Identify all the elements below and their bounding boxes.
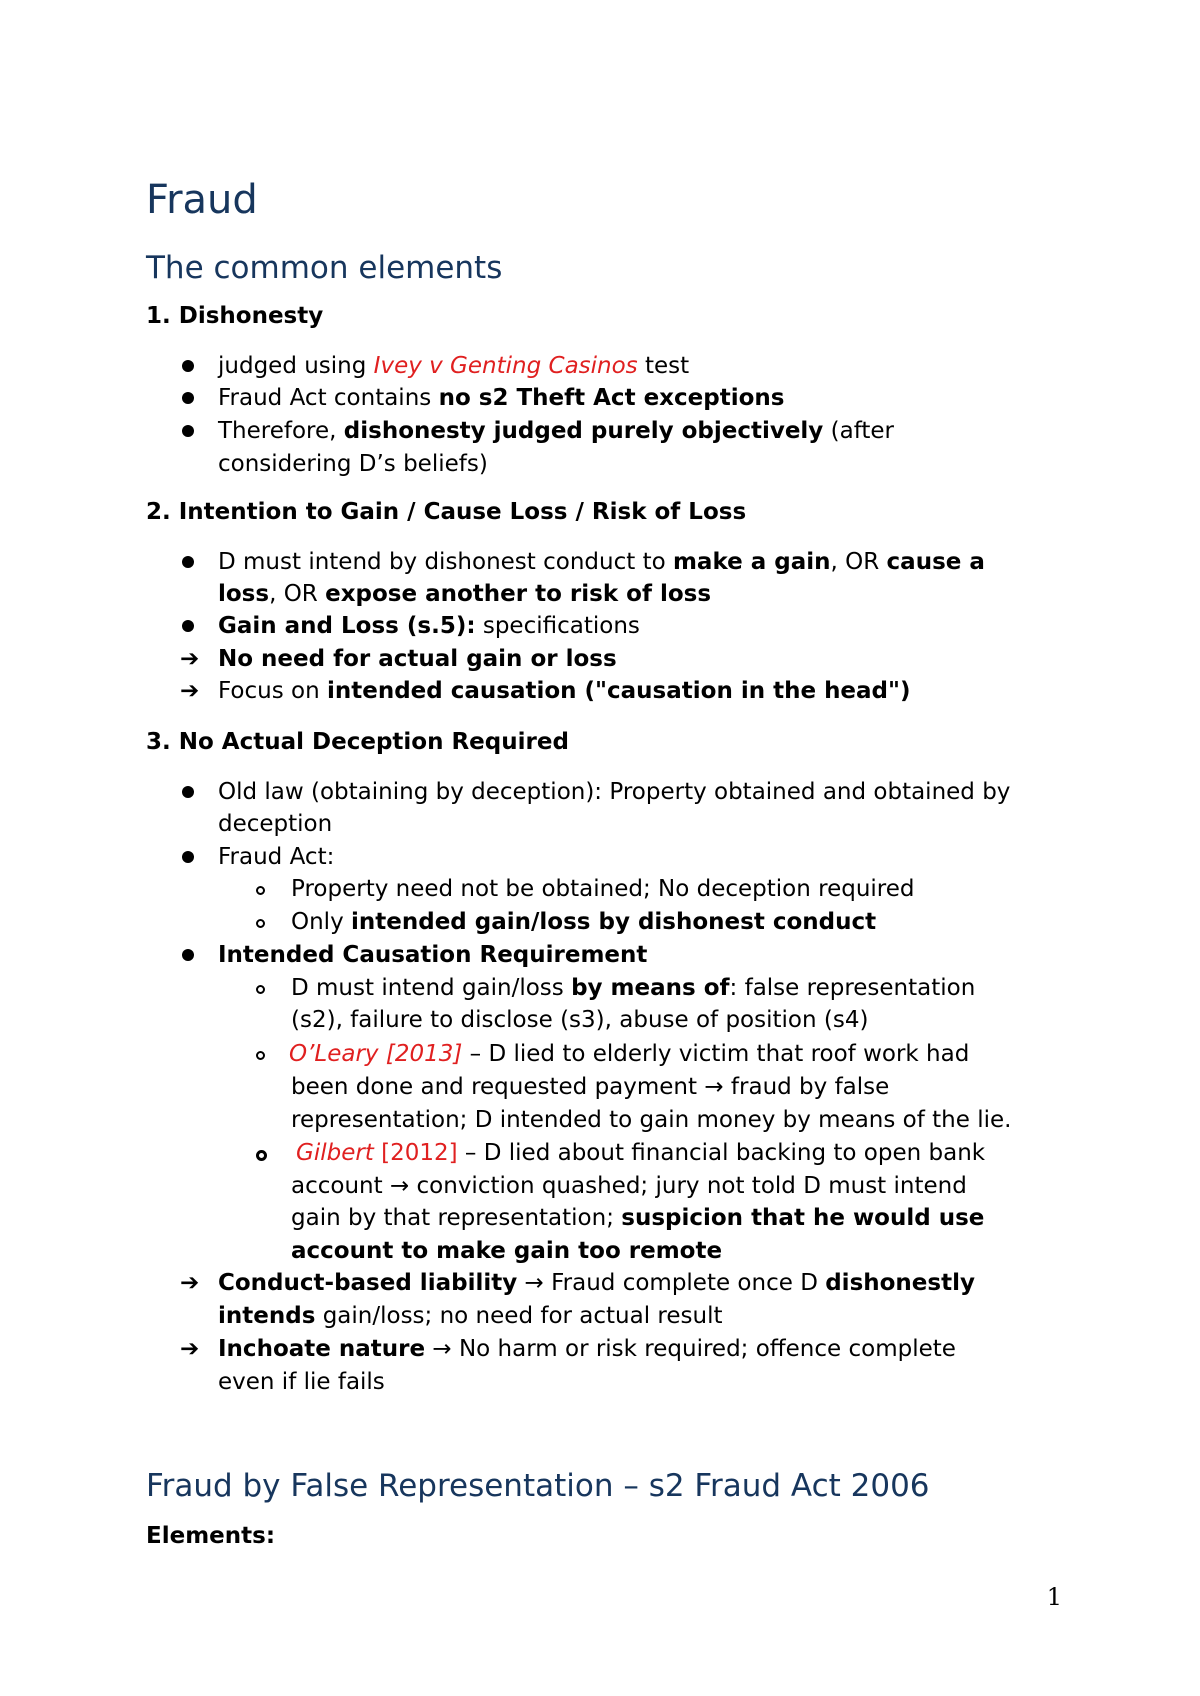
circle-bullet-icon	[256, 1051, 265, 1060]
deception-item-1-line-2: deception	[218, 811, 333, 837]
bullet-icon	[182, 786, 194, 798]
deception-arrow-1: Conduct-based liability → Fraud complete once D dishonestly	[218, 1270, 975, 1296]
heading-s2-false-representation: Fraud by False Representation – s2 Fraud Act 2006	[146, 1468, 930, 1504]
intention-item-1-line-2: loss, OR expose another to risk of loss	[218, 581, 712, 607]
case-gilbert: Gilbert	[296, 1140, 374, 1166]
causation-sub-2-line-3: representation; D intended to gain money by means of the lie.	[291, 1107, 1012, 1133]
circle-bullet-icon	[256, 1150, 267, 1161]
heading-deception: 3. No Actual Deception Required	[146, 729, 569, 755]
bullet-icon	[182, 949, 194, 961]
causation-sub-3: Gilbert [2012] – D lied about financial backing to open bank	[296, 1140, 986, 1166]
causation-sub-3-line-2: account → conviction quashed; jury not told D must intend	[291, 1173, 967, 1199]
deception-arrow-2: Inchoate nature → No harm or risk required; offence complete	[218, 1336, 956, 1362]
circle-bullet-icon	[256, 985, 265, 994]
dishonesty-item-3-line-2: considering D’s beliefs)	[218, 451, 488, 477]
intention-item-1: D must intend by dishonest conduct to make a gain, OR cause a	[218, 549, 985, 575]
deception-sub-2: Only intended gain/loss by dishonest conduct	[291, 909, 877, 935]
circle-bullet-icon	[256, 919, 265, 928]
dishonesty-item-1: judged using Ivey v Genting Casinos test	[218, 353, 690, 379]
heading-dishonesty: 1. Dishonesty	[146, 303, 324, 329]
causation-sub-1: D must intend gain/loss by means of: false representation	[291, 975, 976, 1001]
arrow-icon: ➔	[180, 646, 200, 672]
causation-sub-2-line-2: been done and requested payment → fraud by false	[291, 1074, 890, 1100]
causation-sub-3-line-4: account to make gain too remote	[291, 1238, 723, 1264]
case-oleary: O’Leary [2013]	[289, 1041, 463, 1067]
intention-arrow-2: Focus on intended causation ("causation in the head")	[218, 678, 911, 704]
heading-common-elements: The common elements	[146, 250, 503, 286]
deception-item-1: Old law (obtaining by deception): Property obtained and obtained by	[218, 779, 1011, 805]
bullet-icon	[182, 851, 194, 863]
circle-bullet-icon	[256, 886, 265, 895]
deception-arrow-2-line-2: even if lie fails	[218, 1369, 385, 1395]
arrow-icon: ➔	[180, 678, 200, 704]
intention-arrow-1: No need for actual gain or loss	[218, 646, 617, 672]
dishonesty-item-2: Fraud Act contains no s2 Theft Act exceptions	[218, 385, 785, 411]
deception-item-2: Fraud Act:	[218, 844, 335, 870]
causation-sub-3-line-3: gain by that representation; suspicion that he would use	[291, 1205, 985, 1231]
intention-item-2: Gain and Loss (s.5): specifications	[218, 613, 640, 639]
bullet-icon	[182, 620, 194, 632]
dishonesty-item-3: Therefore, dishonesty judged purely objectively (after	[218, 418, 895, 444]
arrow-icon: ➔	[180, 1270, 200, 1296]
deception-sub-1: Property need not be obtained; No deception required	[291, 876, 915, 902]
case-ivey: Ivey v Genting Casinos	[373, 353, 638, 379]
deception-arrow-1-line-2: intends gain/loss; no need for actual result	[218, 1303, 723, 1329]
elements-label: Elements:	[146, 1523, 276, 1549]
causation-sub-2: O’Leary [2013] – D lied to elderly victim that roof work had	[289, 1041, 970, 1067]
page-number: 1	[1046, 1583, 1062, 1611]
bullet-icon	[182, 425, 194, 437]
bullet-icon	[182, 556, 194, 568]
heading-intention: 2. Intention to Gain / Cause Loss / Risk of Loss	[146, 499, 747, 525]
deception-item-3: Intended Causation Requirement	[218, 942, 648, 968]
bullet-icon	[182, 360, 194, 372]
bullet-icon	[182, 392, 194, 404]
arrow-icon: ➔	[180, 1336, 200, 1362]
causation-sub-1-line-2: (s2), failure to disclose (s3), abuse of position (s4)	[291, 1007, 869, 1033]
document-title: Fraud	[146, 177, 258, 223]
